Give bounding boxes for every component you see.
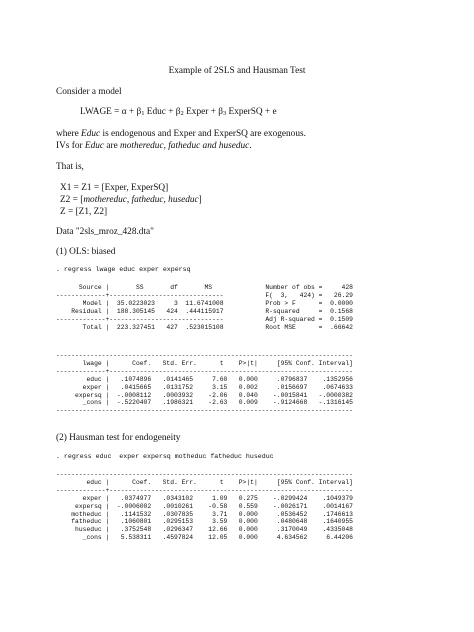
text-part: are <box>104 141 121 151</box>
table-row: _cons | 5.538311 .4597824 12.05 0.000 4.634562 6.44206 <box>56 534 353 542</box>
table-row: ------------------------------------------------------------------------------ <box>56 471 353 478</box>
regress-command-1: . regress lwage educ exper expersq <box>56 266 191 273</box>
text-part: Z2 = [ <box>60 195 84 205</box>
table-row: ------------------------------------------------------------------------------ <box>56 352 353 359</box>
table-row: expersq | -.0006002 .0010261 -0.58 0.559 -.0026171 .0014167 <box>56 502 353 510</box>
data-line: Data "2sls_mroz_428.dta" <box>56 227 154 237</box>
table-row: huseduc | .3752548 .0296347 12.66 0.000 .3170049 .4335048 <box>56 526 353 534</box>
section-ols-heading: (1) OLS: biased <box>56 247 116 257</box>
italic-part: mothereduc, fatheduc and huseduc <box>120 141 250 151</box>
equation-part: LWAGE = α + β <box>80 107 142 117</box>
text-part: ] <box>198 195 202 205</box>
table-row: exper | .0374977 .0343102 1.09 0.275 -.0299424 .1049379 <box>56 494 353 502</box>
equation-subscript: 2 <box>180 110 184 117</box>
table-row: educ | .1074896 .0141465 7.60 0.000 .0796837 .1352956 <box>56 375 353 383</box>
anova-row: Model | 35.0223023 3 11.6741008 Prob > F = 0.0000 <box>56 299 353 307</box>
italic-part: Educ <box>84 141 105 151</box>
equation-part: ExperSQ + e <box>226 107 277 117</box>
anova-row: Residual | 188.305145 424 .444115917 R-squared = 0.1568 <box>56 307 353 315</box>
equation-part: Educ + β <box>144 107 181 117</box>
intro-text: Consider a model <box>56 87 122 97</box>
anova-row: Total | 223.327451 427 .523015108 Root MSE = .66642 <box>56 323 353 331</box>
page-title: Example of 2SLS and Hausman Test <box>168 66 306 76</box>
section-hausman-heading: (2) Hausman test for endogeneity <box>56 433 181 443</box>
text-part: IVs for <box>56 141 85 151</box>
italic-part: mothereduc, fatheduc, huseduc <box>83 195 199 205</box>
ols-coefficient-table <box>56 352 353 415</box>
text-part: . <box>249 141 252 151</box>
table-row: ------------------------------------------------------------------------------ <box>56 407 353 415</box>
table-row: expersq | -.0008112 .0003932 -2.06 0.040 -.0015841 -.0000382 <box>56 391 353 399</box>
hausman-coefficient-table <box>56 471 353 542</box>
equation-subscript: 3 <box>222 110 227 117</box>
table-row: lwage | Coef. Std. Err. t P>|t| [95% Conf. Interval] <box>56 359 353 367</box>
text-part: where <box>56 129 82 139</box>
table-row: _cons | -.5220407 .1986321 -2.63 0.009 -.9124668 -.1316145 <box>56 399 353 407</box>
table-row: -------------+---------------------------------------------------------------- <box>56 367 353 375</box>
where-line <box>56 128 306 140</box>
anova-row: -------------+------------------------------ Adj R-squared = 0.1509 <box>56 315 353 323</box>
regress-command-2: . regress educ exper expersq motheduc fatheduc huseduc <box>56 453 274 460</box>
z2-definition <box>60 194 202 206</box>
ivs-line <box>56 140 252 152</box>
equation-subscript: 1 <box>141 110 145 117</box>
table-row: -------------+---------------------------------------------------------------- <box>56 486 353 494</box>
x1-definition: X1 = Z1 = [Exper, ExperSQ] <box>60 183 169 193</box>
z-definition: Z = [Z1, Z2] <box>60 207 108 217</box>
table-row: educ | Coef. Std. Err. t P>|t| [95% Conf. Interval] <box>56 478 353 486</box>
anova-row: -------------+------------------------------ F( 3, 424) = 26.29 <box>56 291 353 299</box>
anova-table <box>56 284 353 331</box>
table-row: fatheduc | .1060801 .0295153 3.59 0.000 .0480648 .1640955 <box>56 518 353 526</box>
italic-part: Educ <box>81 129 101 139</box>
that-is-text: That is, <box>56 162 84 172</box>
equation-part: Exper + β <box>183 107 223 117</box>
anova-row: Source | SS df MS Number of obs = 428 <box>56 284 353 291</box>
table-row: exper | .0415665 .0131752 3.15 0.002 .0156697 .0674633 <box>56 383 353 391</box>
table-row: motheduc | .1141532 .0307835 3.71 0.000 .0536452 .1746613 <box>56 510 353 518</box>
model-equation <box>80 106 277 118</box>
text-part: is endogenous and Exper and ExperSQ are exogenous. <box>100 129 306 139</box>
